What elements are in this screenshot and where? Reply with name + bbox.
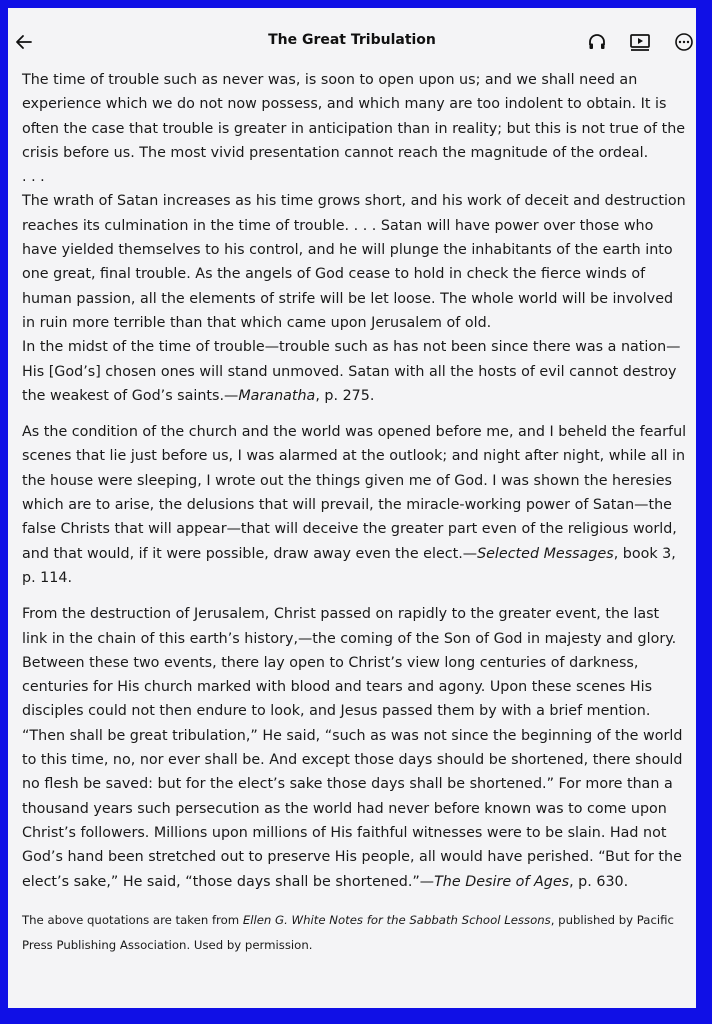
paragraph-4-text: As the condition of the church and the world was opened before me, and I beheld the fearful scenes that lie just before us, I was alarmed at the outlook; and night after night, while all in the house were sleeping, I wrote out the things given me of God. I was shown the heresies which are to arise, the delusions that will prevail, the miracle-working power of Satan—the false Christs that will appear—that will deceive the greater part even of the religious world, and that would, if it were possible, draw away even the elect.— — [22, 424, 687, 562]
paragraph-5 — [22, 602, 688, 894]
headphones-icon — [587, 32, 607, 52]
video-icon — [629, 32, 651, 52]
reading-content — [22, 68, 688, 958]
note-prefix: The above quotations are taken from — [22, 912, 243, 927]
source-desire-of-ages: The Desire of Ages — [434, 873, 570, 890]
note-source: Ellen G. White Notes for the Sabbath School Lessons — [242, 912, 551, 927]
paragraph-2: The wrath of Satan increases as his time grows short, and his work of deceit and destruction reaches its culmination in the time of trouble. . . . Satan will have power over those who have yielded themselves to his control, and he will plunge the inhabitants of the earth into one great, final trouble. As the angels of God cease to hold in check the fierce winds of human passion, all the elements of strife will be let loose. The whole world will be involved in ruin more terrible than that which came upon Jerusalem of old. — [22, 193, 686, 331]
source-maranatha: Maranatha — [238, 387, 316, 404]
app-frame — [8, 8, 696, 1008]
paragraph-4 — [22, 420, 688, 590]
audio-button[interactable] — [585, 30, 609, 54]
paragraph-3-ref: , p. 275. — [315, 387, 375, 404]
paragraph-1: The time of trouble such as never was, is soon to open upon us; and we shall need an experience which we do not now possess, and which many are too indolent to obtain. It is often the case that trouble is greater in anticipation than in reality; but this is not true of the crisis before us. The most vivid presentation cannot reach the magnitude of the ordeal. — [22, 72, 686, 161]
ellipsis-line: . . . — [22, 169, 45, 186]
video-button[interactable] — [628, 30, 652, 54]
note-suffix: , published by Pacific Press Publishing Association. Used by permission. — [22, 912, 674, 952]
attribution-note — [22, 908, 688, 958]
more-button[interactable] — [672, 30, 696, 54]
paragraph-4-ref: , book 3, p. 114. — [22, 545, 676, 586]
paragraph-5-ref: , p. 630. — [569, 873, 629, 890]
header-bar — [8, 8, 696, 66]
more-icon — [674, 32, 694, 52]
page-title: The Great Tribulation — [268, 32, 436, 48]
paragraph-3 — [22, 335, 688, 408]
paragraph-5-text: From the destruction of Jerusalem, Christ passed on rapidly to the greater event, the last link in the chain of this earth’s history,—the coming of the Son of God in majesty and glory. Between these two events, there lay open to Christ’s view long centuries of darkness, centuries for His church marked with blood and tears and agony. Upon these scenes His disciples could not then endure to look, and Jesus passed them by with a brief mention. “Then shall be great tribulation,” He said, “such as was not since the beginning of the world to this time, no, nor ever shall be. And except those days should be shortened, there should no flesh be saved: but for the elect’s sake those days shall be shortened.” For more than a thousand years such persecution as the world had never before known was to come upon Christ’s followers. Millions upon millions of His faithful witnesses were to be slain. Had not God’s hand been stretched out to preserve His people, all would have perished. “But for the elect’s sake,” He said, “those days shall be shortened.”— — [22, 606, 683, 890]
source-selected-messages: Selected Messages — [477, 545, 614, 562]
paragraph-3-text: In the midst of the time of trouble—trouble such as has not been since there was a nation—His [God’s] chosen ones will stand unmoved. Satan with all the hosts of evil cannot destroy the weakest of God’s saints.— — [22, 339, 681, 404]
